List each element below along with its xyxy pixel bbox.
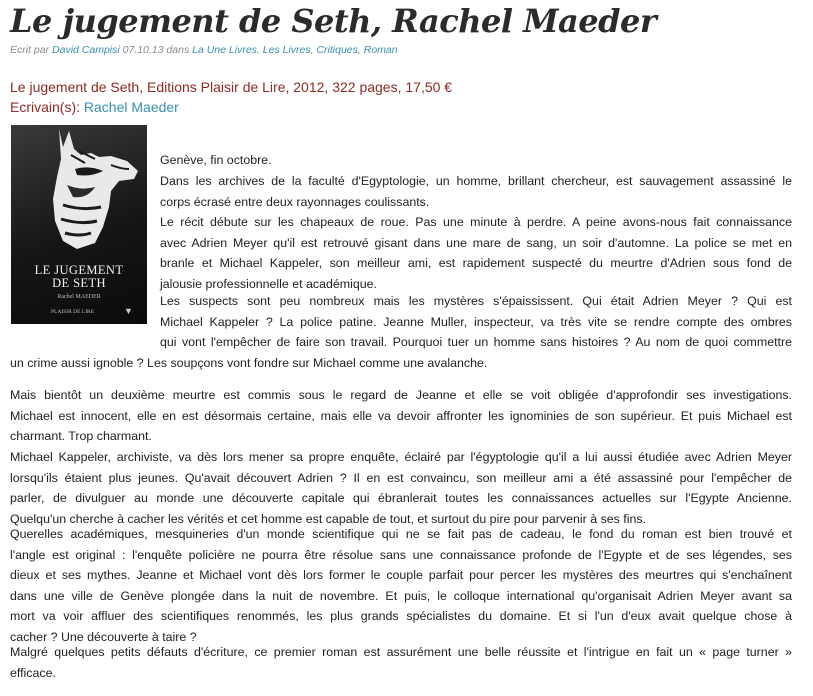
publisher-logo-icon: ▼ [124,306,133,316]
p3-line-3: branle et Michael Kappeler, son meilleur ami, est rapidement suspecté du meurtre d'Adrien sous fond de [160,256,792,271]
p3-line-1: Le récit débute sur les chapeaux de roue. Pas une minute à perdre. A peine avons-nous fait connaissance [160,215,792,229]
p2-line-1: Dans les archives de la faculté d'Egyptologie, un homme, brillant chercheur, est sauvagement assassiné le [160,174,792,188]
p6-line-3: parler, de divulguer au monde une découverte capitale qui ébranlerait toutes les connaissances actuelles sur l'Egypte Ancienne. [10,491,792,506]
p7-line-1: Querelles académiques, mesquineries d'un monde scientifique qui ne se fait pas de cadeau, le fond du roman est bien trouvé et [10,527,792,541]
category-link-la-une-livres[interactable]: La Une Livres [192,44,257,56]
writer-line [10,99,179,115]
p6-line-2: lorsqu'ils étaient plus jeunes. Qu'avait découvert Adrien ? Il en est convaincu, son meilleur ami a été assassiné pour l'empêcher de [10,470,792,485]
paragraph-6 [10,447,792,529]
meta-prefix: Ecrit par [10,44,50,56]
paragraph-7 [10,524,792,648]
p8-line-2: efficace. [10,665,56,680]
paragraph-3 [160,212,792,294]
p4-line-4: un crime aussi ignoble ? Les soupçons vont fondre sur Michael comme une avalanche. [10,355,488,370]
paragraph-5 [10,385,792,447]
category-link-critiques[interactable]: Critiques [316,44,358,56]
cover-author: Rachel MAEDER [57,294,101,300]
p7-line-4: dans une ville de Genève plongée dans la nuit de novembre. Et puis, le colloque international qu'organisait Adrien Meyer avant sa [10,588,792,603]
writer-label: Ecrivain(s): [10,99,81,115]
cover-title [11,264,147,290]
paragraph-1 [160,150,792,171]
p7-line-6: cacher ? Une découverte à taire ? [10,629,197,644]
p5-line-3: charmant. Trop charmant. [10,429,152,444]
p4-line-2: Michael Kappeler ? La police patine. Jeanne Muller, inspecteur, va très vite se rendre compte des ombres [160,314,792,329]
book-info: Le jugement de Seth, Editions Plaisir de Lire, 2012, 322 pages, 17,50 € [10,79,453,95]
paragraph-8 [10,642,792,683]
p8-line-1: Malgré quelques petits défauts d'écriture, ce premier roman est assurément une belle réussite et l'intrigue en fait un « page turner » [10,645,792,659]
cover-title-line1: LE JUGEMENT [34,263,124,277]
p5-line-1: Mais bientôt un deuxième meurtre est commis sous le regard de Jeanne et elle se voit obligée d'approfondir ses investigations. [10,388,792,402]
p7-line-5: mort va voir affluer des scientifiques renommés, les plus grands spécialistes du domaine. Et si l'un d'eux avait quelque chose à [10,609,792,624]
p6-line-1: Michael Kappeler, archiviste, va dès lors mener sa propre enquête, éclairé par l'égyptologie qu'il a lui aussi étudiée avec Adrien Meyer [10,450,792,464]
p5-line-2: Michael est innocent, elle en est désormais certaine, mais elle va devoir affronter les ignominies de son supérieur. Et puis Michael est [10,408,792,423]
post-date: 07.10.13 [122,44,164,56]
post-title: Le jugement de Seth, Rachel Maeder [10,2,657,40]
category-link-roman[interactable]: Roman [363,44,398,56]
p4-line-3: qui vont l'empêcher de faire son travail. Pourquoi tuer un homme sans histoires ? Au nom de quoi commettre [160,335,792,350]
post-meta: Ecrit par David Campisi 07.10.13 dans La Une Livres, Les Livres, Critiques, Roman [10,44,398,56]
p7-line-3: dieux et ses mythes. Jeanne et Michael vont dès lors former le couple parfait pour percer les mystères des meurtres qui s'enchaînent [10,568,792,583]
paragraph-2 [160,171,792,212]
p6-line-4: Quelqu'un cherche à cacher les vérités et cet homme est capable de tout, et surtout du pire pour parvenir à ses fins. [10,511,647,526]
p2-line-2: corps écrasé entre deux rayonnages coulissants. [160,194,430,209]
p7-line-2: l'angle est original : l'enquête policière ne pourra être résolue sans une connaissance profonde de l'Egypte et de ses légendes, ses [10,547,792,562]
p3-line-2: avec Adrien Meyer qu'il est retrouvé gisant dans une mare de sang, un soir d'automne. La police se met en [160,235,792,250]
writer-link[interactable]: Rachel Maeder [83,99,179,115]
p4-line-1: Les suspects sont peu nombreux mais les mystères s'épaississent. Qui était Adrien Meyer ? Qui est [160,294,792,308]
meta-dans: dans [166,44,190,56]
cover-title-line2: DE SETH [52,276,106,290]
category-link-les-livres[interactable]: Les Livres [262,44,311,56]
p1-line-1: Genève, fin octobre. [160,153,272,167]
cover-publisher: PLAISIR DE LIRE [51,309,95,315]
p3-line-4: jalousie professionnelle et académique. [160,276,377,291]
author-link[interactable]: David Campisi [52,44,120,56]
paragraph-4 [10,291,792,373]
